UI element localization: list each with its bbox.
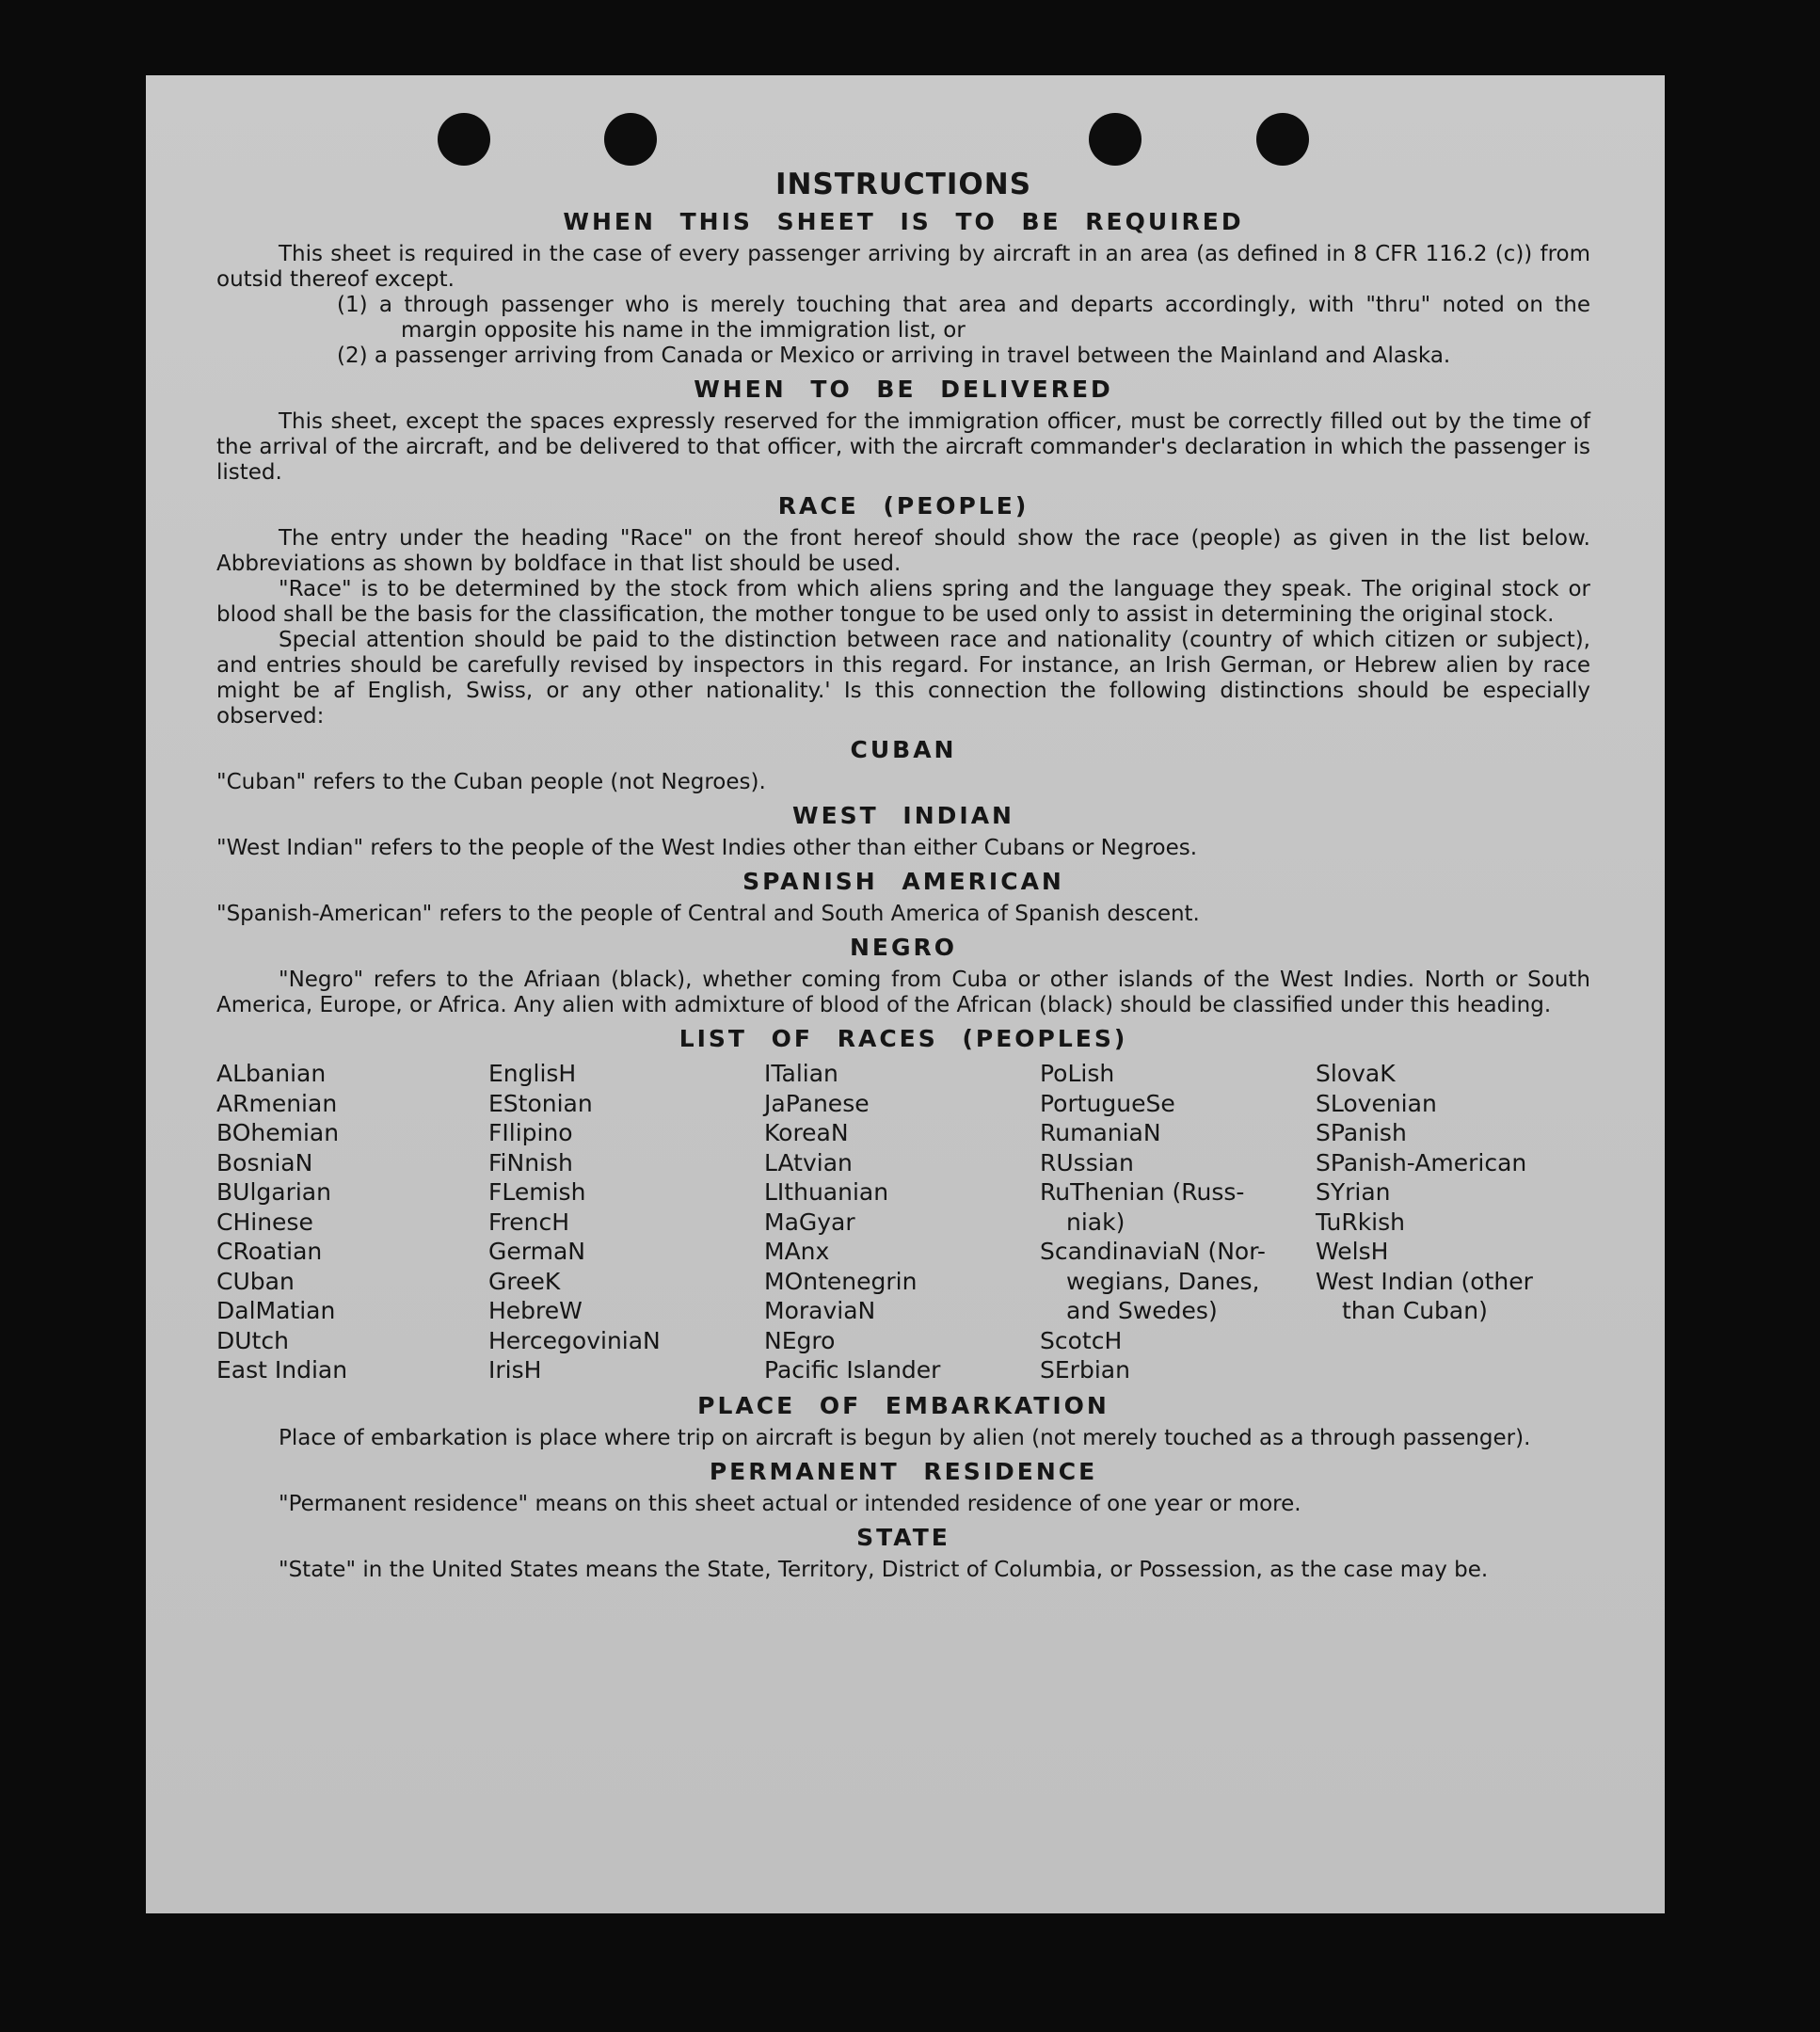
punch-hole — [438, 113, 490, 166]
race-column-5 — [1316, 1059, 1589, 1385]
race-entry: ITalian — [764, 1060, 838, 1087]
cuban-text: "Cuban" refers to the Cuban people (not Negroes). — [216, 770, 766, 794]
race-entry-continuation: wegians, Danes, — [1066, 1267, 1260, 1295]
race-entry: EStonian — [488, 1089, 593, 1117]
race-entry: JaPanese — [764, 1089, 870, 1117]
race-entry: CUban — [216, 1267, 295, 1295]
race-entry: CRoatian — [216, 1238, 323, 1265]
heading-race: RACE (PEOPLE) — [777, 492, 1030, 520]
race-entry: EnglisH — [488, 1060, 577, 1087]
race-entry: GermaN — [488, 1238, 585, 1265]
race-entry: DalMatian — [216, 1297, 336, 1324]
race-entry: MAnx — [764, 1238, 830, 1265]
race-entry: CHinese — [216, 1208, 313, 1236]
heading-embarkation: PLACE OF EMBARKATION — [697, 1391, 1110, 1419]
required-item-2: (2) a passenger arriving from Canada or Mexico or arriving in travel between the Mainland and Alaska. — [337, 344, 1451, 368]
heading-negro: NEGRO — [849, 934, 958, 961]
heading-west-indian: WEST INDIAN — [792, 802, 1014, 829]
instructions-content — [216, 168, 1590, 1583]
race-entry: RumaniaN — [1040, 1119, 1161, 1146]
delivered-text: This sheet, except the spaces expressly reserved for the immigration officer, must be correctly filled out by the time of the arrival of the aircraft, and be delivered to that officer, with the aircraft commander's declaration in which the passenger is listed. — [216, 409, 1590, 485]
heading-state: STATE — [856, 1523, 950, 1551]
race-entry: ScandinaviaN (Nor- — [1040, 1238, 1266, 1265]
punch-hole — [1256, 113, 1309, 166]
page-title: INSTRUCTIONS — [774, 168, 1032, 201]
race-paragraph-1: The entry under the heading "Race" on the front hereof should show the race (people) as given in the list below. Abbreviations as shown by boldface in that list should be used. — [216, 526, 1590, 576]
heading-list-of-races: LIST OF RACES (PEOPLES) — [679, 1025, 1128, 1052]
race-list — [216, 1059, 1590, 1385]
race-entry: ScotcH — [1040, 1326, 1123, 1354]
race-entry-continuation: niak) — [1066, 1208, 1126, 1236]
race-entry: FiNnish — [488, 1148, 573, 1176]
race-entry: MoraviaN — [764, 1297, 876, 1324]
race-entry-continuation: than Cuban) — [1342, 1297, 1488, 1324]
heading-required: WHEN THIS SHEET IS TO BE REQUIRED — [563, 208, 1244, 235]
race-column-2 — [488, 1059, 764, 1385]
embarkation-text: Place of embarkation is place where trip on aircraft is begun by alien (not merely touched as a through passenger). — [279, 1425, 1531, 1450]
race-entry: WelsH — [1316, 1238, 1389, 1265]
required-intro: This sheet is required in the case of every passenger arriving by aircraft in an area (as defined in 8 CFR 116.2 (c)) from outsid thereof except. — [216, 242, 1590, 292]
negro-text: "Negro" refers to the Afriaan (black), whether coming from Cuba or other islands of the West Indies. North or South America, Europe, or Africa. Any alien with admixture of blood of the African (black) should be classified under this heading. — [216, 968, 1590, 1017]
race-entry: SPanish-American — [1316, 1148, 1527, 1176]
race-entry: ALbanian — [216, 1060, 327, 1087]
west-indian-text: "West Indian" refers to the people of the West Indies other than either Cubans or Negroes. — [216, 836, 1198, 860]
race-entry: SPanish — [1316, 1119, 1407, 1146]
heading-cuban: CUBAN — [850, 736, 957, 763]
race-entry: KoreaN — [764, 1119, 849, 1146]
race-entry: RuThenian (Russ- — [1040, 1178, 1245, 1206]
race-entry: FrencH — [488, 1208, 570, 1236]
race-paragraph-3: Special attention should be paid to the distinction between race and nationality (country of which citizen or subject), and entries should be carefully revised by inspectors in this regard. For instance, an Irish German, or Hebrew alien by race might be af English, Swiss, or any other nationality.' Is this connection the following distinctions should be especially observed: — [216, 628, 1590, 728]
race-entry: BOhemian — [216, 1119, 340, 1146]
race-entry: SlovaK — [1316, 1060, 1396, 1087]
race-entry-continuation: and Swedes) — [1066, 1297, 1218, 1324]
race-entry: LIthuanian — [764, 1178, 889, 1206]
race-entry: DUtch — [216, 1326, 289, 1354]
race-entry: Pacific Islander — [764, 1356, 941, 1384]
race-entry: MaGyar — [764, 1208, 855, 1236]
race-entry: HebreW — [488, 1297, 583, 1324]
required-item-1: (1) a through passenger who is merely touching that area and departs accordingly, with "thru" noted on the margin opposite his name in the immigration list, or — [337, 293, 1590, 343]
race-paragraph-2: "Race" is to be determined by the stock from which aliens spring and the language they speak. The original stock or blood shall be the basis for the classification, the mother tongue to be used only to assist in determining the original stock. — [216, 577, 1590, 627]
race-entry: FIlipino — [488, 1119, 573, 1146]
race-entry: ARmenian — [216, 1089, 338, 1117]
race-entry: East Indian — [216, 1356, 348, 1384]
punch-hole — [604, 113, 657, 166]
race-entry: HercegoviniaN — [488, 1326, 661, 1354]
race-entry: NEgro — [764, 1326, 836, 1354]
race-entry: BUlgarian — [216, 1178, 331, 1206]
race-column-4 — [1040, 1059, 1316, 1385]
race-entry: PortugueSe — [1040, 1089, 1175, 1117]
heading-spanish-american: SPANISH AMERICAN — [742, 868, 1064, 895]
race-entry: SLovenian — [1316, 1089, 1437, 1117]
spanish-american-text: "Spanish-American" refers to the people of Central and South America of Spanish descent. — [216, 902, 1200, 926]
race-entry: GreeK — [488, 1267, 561, 1295]
race-entry: BosniaN — [216, 1148, 313, 1176]
race-entry: SErbian — [1040, 1356, 1130, 1384]
race-entry: MOntenegrin — [764, 1267, 918, 1295]
heading-permanent-residence: PERMANENT RESIDENCE — [709, 1457, 1098, 1485]
race-entry: LAtvian — [764, 1148, 853, 1176]
race-entry: TuRkish — [1316, 1208, 1405, 1236]
race-entry: PoLish — [1040, 1060, 1115, 1087]
race-entry: IrisH — [488, 1356, 542, 1384]
race-entry: West Indian (other — [1316, 1267, 1533, 1295]
punch-hole — [1089, 113, 1141, 166]
heading-delivered: WHEN TO BE DELIVERED — [694, 376, 1113, 403]
state-text: "State" in the United States means the State, Territory, District of Columbia, or Possession, as the case may be. — [279, 1557, 1489, 1582]
race-column-3 — [764, 1059, 1040, 1385]
race-entry: SYrian — [1316, 1178, 1391, 1206]
residence-text: "Permanent residence" means on this sheet actual or intended residence of one year or more. — [279, 1491, 1301, 1516]
race-entry: RUssian — [1040, 1148, 1134, 1176]
race-column-1 — [216, 1059, 488, 1385]
race-entry: FLemish — [488, 1178, 586, 1206]
document-sheet — [146, 75, 1665, 1913]
